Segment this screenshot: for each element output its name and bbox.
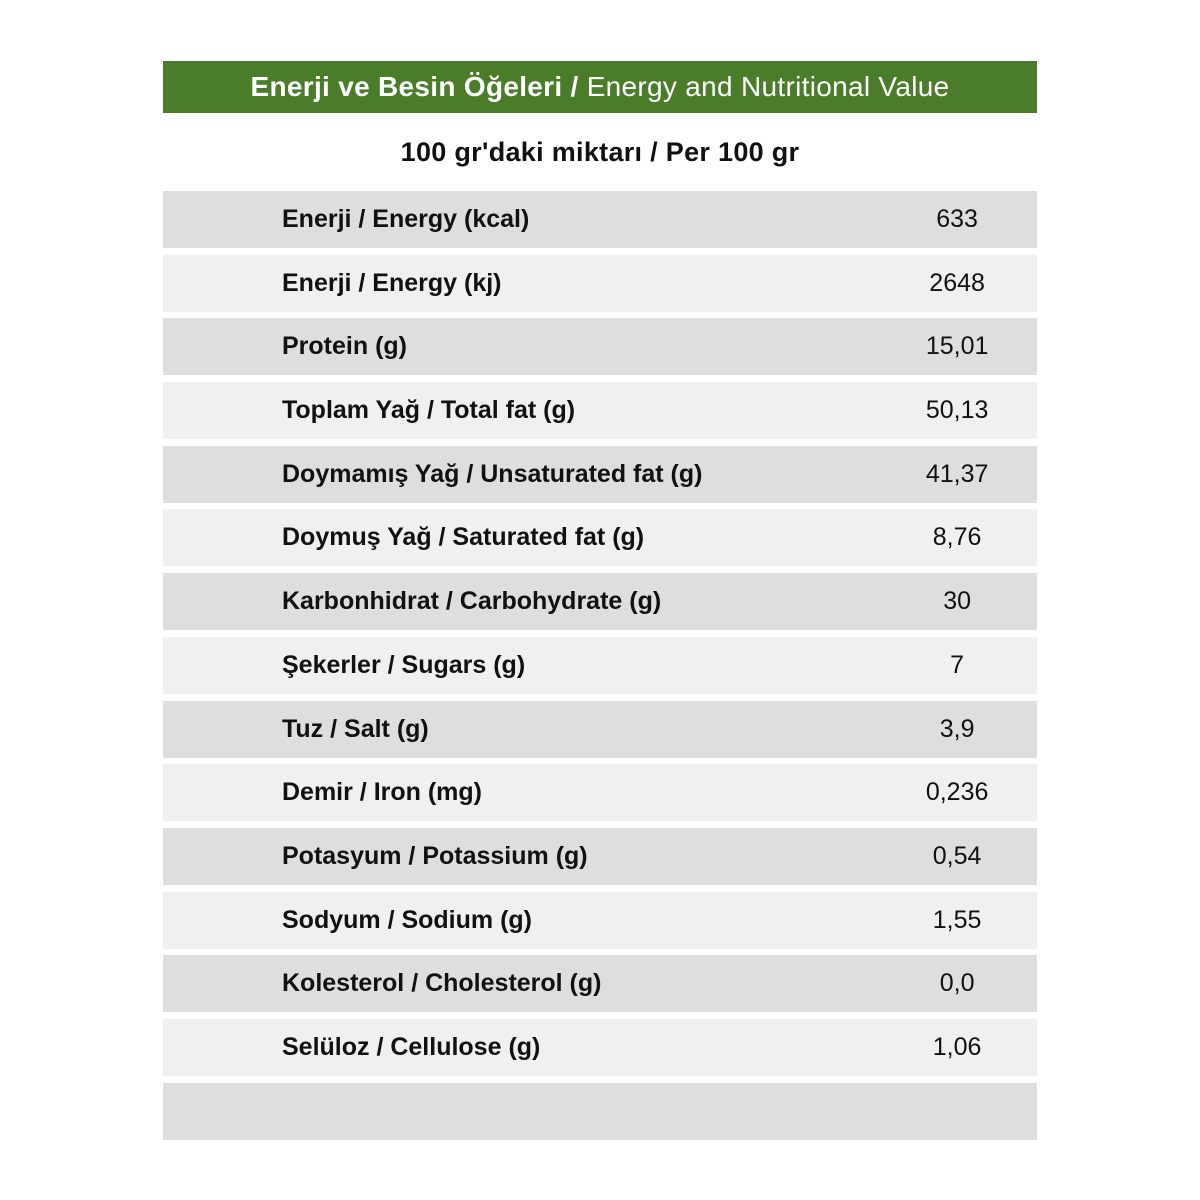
row-value: 2648 — [929, 268, 985, 297]
row-value: 3,9 — [939, 714, 975, 743]
row-value: 0,236 — [925, 778, 989, 807]
row-label: Protein (g) — [282, 332, 407, 361]
nutrition-table — [163, 61, 1037, 1140]
table-row — [163, 828, 1037, 885]
header-title-tr: Enerji ve Besin Öğeleri / — [250, 71, 579, 102]
header-title-en: Energy and Nutritional Value — [586, 71, 950, 102]
row-label: Potasyum / Potassium (g) — [282, 841, 588, 870]
table-row — [163, 1019, 1037, 1076]
table-row — [163, 446, 1037, 503]
table-row — [163, 509, 1037, 566]
row-label: Enerji / Energy (kcal) — [282, 205, 530, 233]
row-value: 8,76 — [932, 523, 982, 552]
table-row — [163, 255, 1037, 312]
row-value: 633 — [936, 205, 978, 233]
row-value: 41,37 — [925, 459, 989, 488]
row-label: Sodyum / Sodium (g) — [282, 905, 532, 934]
row-label: Selüloz / Cellulose (g) — [282, 1032, 541, 1061]
table-row — [163, 955, 1037, 1012]
row-label: Tuz / Salt (g) — [282, 714, 429, 743]
table-row — [163, 637, 1037, 694]
table-header — [163, 61, 1037, 113]
table-row — [163, 892, 1037, 949]
row-label: Demir / Iron (mg) — [282, 778, 483, 807]
row-label: Enerji / Energy (kj) — [282, 268, 502, 297]
table-row — [163, 701, 1037, 758]
empty-row — [163, 1083, 1037, 1140]
table-row — [163, 573, 1037, 630]
table-row — [163, 382, 1037, 439]
table-rows — [163, 191, 1037, 1140]
row-value: 50,13 — [925, 396, 989, 425]
row-value: 1,06 — [932, 1032, 982, 1061]
row-value: 15,01 — [925, 332, 989, 361]
table-subtitle: 100 gr'daki miktarı / Per 100 gr — [400, 136, 800, 167]
row-label: Doymuş Yağ / Saturated fat (g) — [282, 523, 645, 552]
row-label: Kolesterol / Cholesterol (g) — [282, 969, 602, 998]
row-value: 0,0 — [939, 969, 975, 998]
table-row — [163, 318, 1037, 375]
row-value: 0,54 — [932, 841, 982, 870]
table-row — [163, 191, 1037, 248]
row-value: 30 — [943, 587, 972, 616]
row-label: Şekerler / Sugars (g) — [282, 650, 526, 679]
row-label: Karbonhidrat / Carbohydrate (g) — [282, 587, 662, 616]
row-value: 1,55 — [932, 905, 982, 934]
row-label: Toplam Yağ / Total fat (g) — [282, 396, 576, 425]
row-value: 7 — [950, 650, 965, 679]
row-label: Doymamış Yağ / Unsaturated fat (g) — [282, 459, 703, 488]
table-row — [163, 764, 1037, 821]
